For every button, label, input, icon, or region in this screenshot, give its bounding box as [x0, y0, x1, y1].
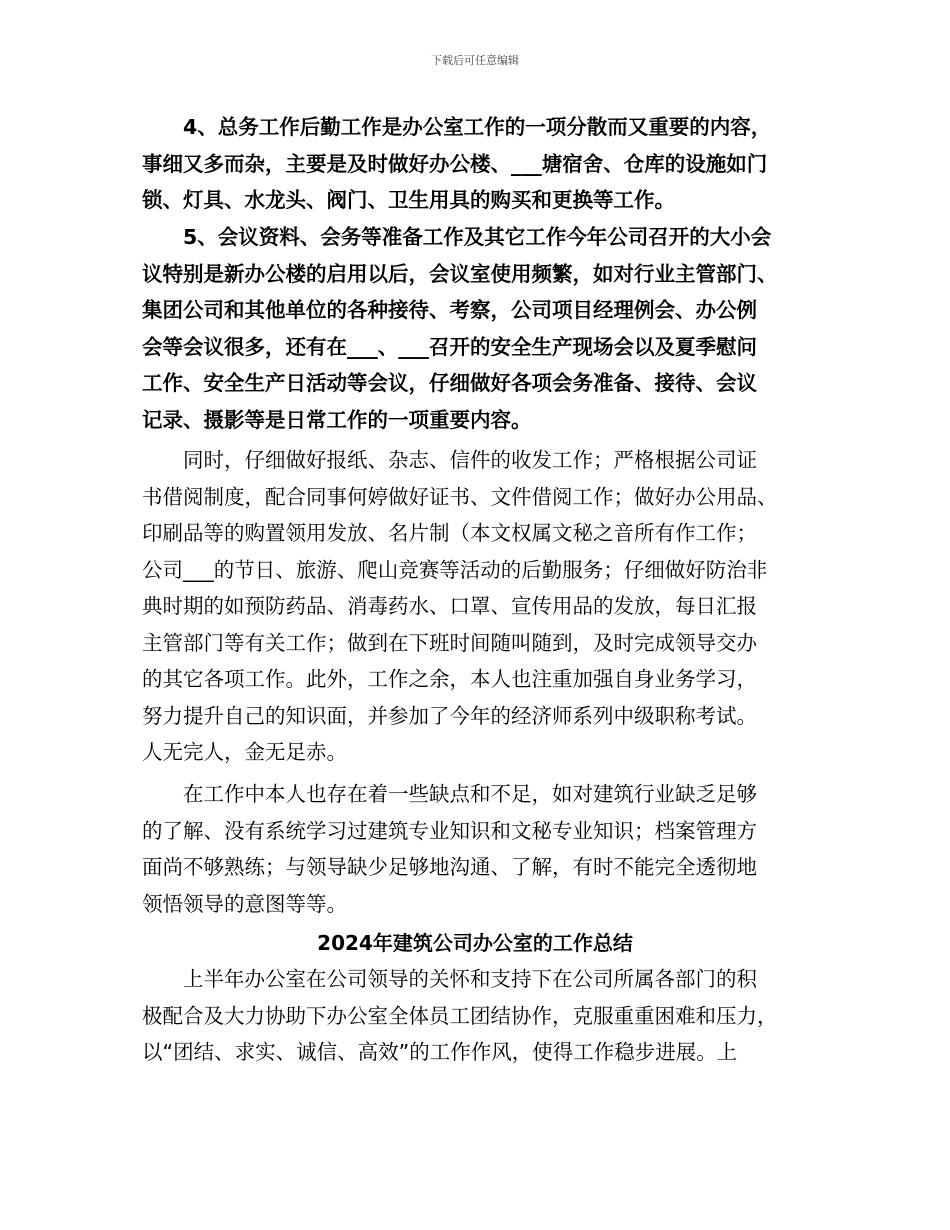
text-line: 主管部门等有关工作；做到在下班时间随叫随到，及时完成领导交办	[142, 630, 757, 655]
text-line: 的了解、没有系统学习过建筑专业知识和文秘专业知识；档案管理方	[142, 818, 757, 843]
text-line: 在工作中本人也存在着一些缺点和不足，如对建筑行业缺乏足够	[142, 782, 757, 806]
text-line: 上半年办公室在公司领导的关怀和支持下在公司所属各部门的积	[142, 967, 757, 991]
text-line: 集团公司和其他单位的各种接待、考察，公司项目经理例会、办公例	[142, 298, 757, 322]
text-line: 面尚不够熟练；与领导缺少足够地沟通、了解，有时不能完全透彻地	[142, 855, 757, 879]
paragraph-tongshi	[142, 442, 822, 771]
text-line: 议特别是新办公楼的启用以后，会议室使用频繁，如对行业主管部门、	[142, 261, 778, 286]
text-line: 极配合及大力协助下办公室全体员工团结协作，克服重重困难和压力，	[142, 1003, 778, 1028]
text-line: 以“团结、求实、诚信、高效”的工作作风，使得工作稳步进展。上	[142, 1040, 738, 1064]
text-line: 同时，仔细做好报纸、杂志、信件的收发工作；严格根据公司证	[142, 448, 757, 472]
text-line: 努力提升自己的知识面，并参加了今年的经济师系列中级职称考试。	[142, 703, 757, 728]
text-line: 5、会议资料、会务等准备工作及其它工作今年公司召开的大小会	[142, 225, 772, 249]
header-note: 下载后可任意编辑	[431, 54, 519, 67]
document-title: 2024年建筑公司办公室的工作总结	[317, 931, 633, 955]
text-line: 典时期的如预防药品、消毒药水、口罩、宣传用品的发放，每日汇报	[142, 594, 757, 618]
paragraph-intro	[142, 961, 822, 1071]
section-5-paragraph	[142, 219, 822, 438]
text-line: 记录、摄影等是日常工作的一项重要内容。	[142, 407, 532, 432]
text-line: 人无完人，金无足赤。	[142, 740, 347, 764]
text-line: 会等会议很多，还有在___、___召开的安全生产现场会以及夏季慰问	[142, 334, 757, 359]
text-line: 公司___的节日、旅游、爬山竞赛等活动的后勤服务；仔细做好防治非	[142, 557, 768, 582]
text-line: 的其它各项工作。此外，工作之余，本人也注重加强自身业务学习，	[142, 667, 757, 691]
paragraph-shortcomings	[142, 776, 822, 922]
text-line: 锁、灯具、水龙头、阀门、卫生用具的购买和更换等工作。	[142, 188, 675, 212]
text-line: 4、总务工作后勤工作是办公室工作的一项分散而又重要的内容，	[142, 115, 772, 139]
text-line: 工作、安全生产日活动等会议，仔细做好各项会务准备、接待、会议	[142, 371, 757, 395]
text-line: 事细又多而杂，主要是及时做好办公楼、___塘宿舍、仓库的设施如门	[142, 151, 768, 176]
text-line: 领悟领导的意图等等。	[142, 891, 347, 916]
text-line: 印刷品等的购置领用发放、名片制（本文权属文秘之音所有作工作；	[142, 521, 757, 545]
section-4-paragraph	[142, 109, 822, 219]
text-line: 书借阅制度，配合同事何婷做好证书、文件借阅工作；做好办公用品、	[142, 484, 778, 509]
